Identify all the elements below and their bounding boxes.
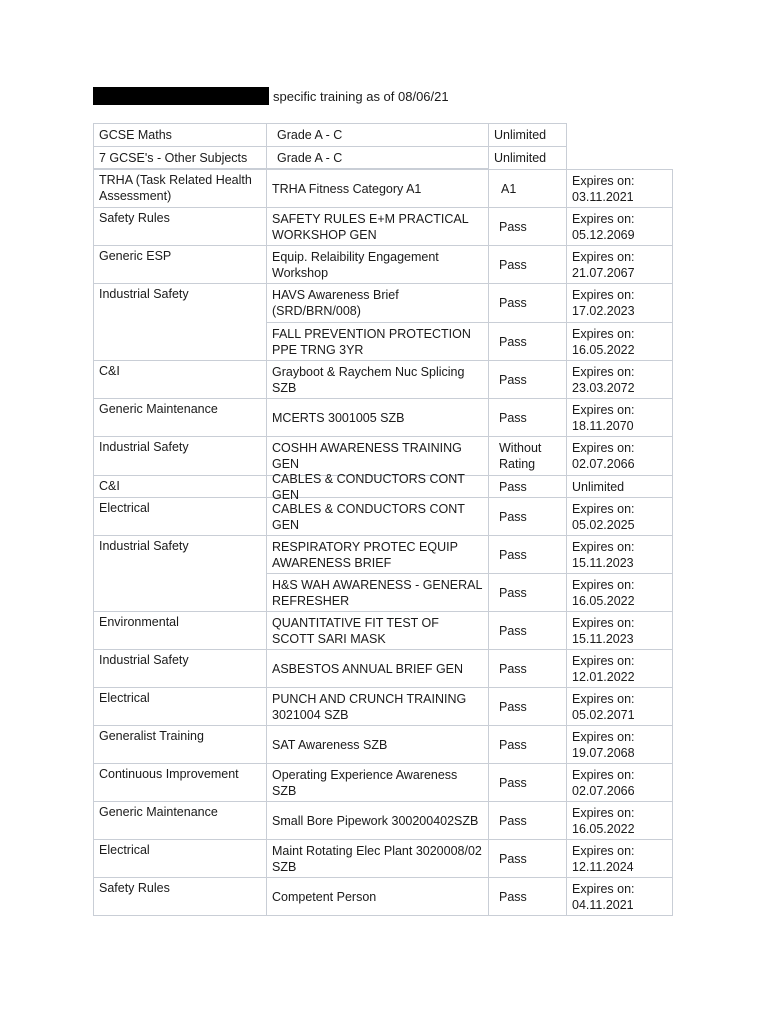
course-cell: Equip. Relaibility Engagement Workshop bbox=[267, 246, 489, 284]
result-cell: Pass bbox=[489, 574, 567, 612]
result-cell: Pass bbox=[489, 498, 567, 536]
expiry-cell: Expires on: 03.11.2021 bbox=[567, 169, 673, 208]
course-cell: HAVS Awareness Brief (SRD/BRN/008) bbox=[267, 284, 489, 323]
expiry-cell: Expires on: 23.03.2072 bbox=[567, 361, 673, 399]
category-cell bbox=[93, 574, 267, 612]
result-cell: Pass bbox=[489, 878, 567, 916]
category-cell: Electrical bbox=[93, 498, 267, 536]
table-row bbox=[93, 399, 673, 437]
category-cell: Generic Maintenance bbox=[93, 399, 267, 437]
course-cell: SAT Awareness SZB bbox=[267, 726, 489, 764]
category-cell: Electrical bbox=[93, 688, 267, 726]
course-cell: Competent Person bbox=[267, 878, 489, 916]
result-cell: Pass bbox=[489, 284, 567, 323]
expiry-cell: Expires on: 17.02.2023 bbox=[567, 284, 673, 323]
result-cell: Pass bbox=[489, 323, 567, 361]
course-cell: ASBESTOS ANNUAL BRIEF GEN bbox=[267, 650, 489, 688]
expiry-cell: Expires on: 21.07.2067 bbox=[567, 246, 673, 284]
category-cell bbox=[93, 323, 267, 361]
expiry-cell: Expires on: 18.11.2070 bbox=[567, 399, 673, 437]
table-row bbox=[93, 650, 673, 688]
result-cell: Pass bbox=[489, 476, 567, 498]
result-cell: Pass bbox=[489, 650, 567, 688]
category-cell: Industrial Safety bbox=[93, 437, 267, 476]
expiry-cell: Expires on: 19.07.2068 bbox=[567, 726, 673, 764]
course-cell: QUANTITATIVE FIT TEST OF SCOTT SARI MASK bbox=[267, 612, 489, 650]
subject-cell: 7 GCSE's - Other Subjects bbox=[93, 147, 267, 169]
table-row bbox=[93, 208, 673, 246]
result-cell: A1 bbox=[489, 169, 567, 208]
result-cell: Pass bbox=[489, 399, 567, 437]
course-cell: Grayboot & Raychem Nuc Splicing SZB bbox=[267, 361, 489, 399]
table-row bbox=[93, 878, 673, 916]
result-cell: Pass bbox=[489, 688, 567, 726]
table-row bbox=[93, 284, 673, 323]
expiry-cell: Expires on: 16.05.2022 bbox=[567, 323, 673, 361]
category-cell: Electrical bbox=[93, 840, 267, 878]
expiry-cell: Expires on: 05.02.2071 bbox=[567, 688, 673, 726]
table-row bbox=[93, 574, 673, 612]
result-cell: Pass bbox=[489, 612, 567, 650]
validity-cell: Unlimited bbox=[489, 147, 567, 169]
expiry-cell: Expires on: 15.11.2023 bbox=[567, 612, 673, 650]
result-cell: Pass bbox=[489, 726, 567, 764]
result-cell: Pass bbox=[489, 536, 567, 574]
category-cell: TRHA (Task Related Health Assessment) bbox=[93, 169, 267, 208]
category-cell: Safety Rules bbox=[93, 878, 267, 916]
table-row bbox=[93, 123, 567, 147]
course-cell: PUNCH AND CRUNCH TRAINING 3021004 SZB bbox=[267, 688, 489, 726]
table-row bbox=[93, 802, 673, 840]
expiry-cell: Expires on: 15.11.2023 bbox=[567, 536, 673, 574]
heading-text: specific training as of 08/06/21 bbox=[273, 88, 449, 104]
table-row bbox=[93, 726, 673, 764]
category-cell: Generic Maintenance bbox=[93, 802, 267, 840]
document-heading bbox=[93, 87, 449, 105]
expiry-cell: Expires on: 12.01.2022 bbox=[567, 650, 673, 688]
category-cell: Industrial Safety bbox=[93, 284, 267, 323]
redaction-bar bbox=[93, 87, 269, 105]
result-cell: Pass bbox=[489, 361, 567, 399]
category-cell: Environmental bbox=[93, 612, 267, 650]
course-cell: CABLES & CONDUCTORS CONT GEN bbox=[267, 476, 489, 498]
category-cell: C&I bbox=[93, 361, 267, 399]
table-row bbox=[93, 840, 673, 878]
table-row bbox=[93, 471, 673, 502]
course-cell: TRHA Fitness Category A1 bbox=[267, 169, 489, 208]
category-cell: Industrial Safety bbox=[93, 536, 267, 574]
category-cell: Generic ESP bbox=[93, 246, 267, 284]
course-cell: H&S WAH AWARENESS - GENERAL REFRESHER bbox=[267, 574, 489, 612]
category-cell: Safety Rules bbox=[93, 208, 267, 246]
table-row bbox=[93, 688, 673, 726]
result-cell: Pass bbox=[489, 802, 567, 840]
table-row bbox=[93, 169, 673, 208]
expiry-cell: Expires on: 04.11.2021 bbox=[567, 878, 673, 916]
category-cell: Generalist Training bbox=[93, 726, 267, 764]
expiry-cell: Expires on: 02.07.2066 bbox=[567, 437, 673, 476]
category-cell: Industrial Safety bbox=[93, 650, 267, 688]
grade-cell: Grade A - C bbox=[267, 147, 489, 169]
course-cell: SAFETY RULES E+M PRACTICAL WORKSHOP GEN bbox=[267, 208, 489, 246]
table-row bbox=[93, 498, 673, 536]
table-row bbox=[93, 536, 673, 574]
result-cell: Pass bbox=[489, 208, 567, 246]
course-cell: MCERTS 3001005 SZB bbox=[267, 399, 489, 437]
category-cell: Continuous Improvement bbox=[93, 764, 267, 802]
category-cell: C&I bbox=[93, 476, 267, 498]
result-cell: Pass bbox=[489, 764, 567, 802]
course-cell: Small Bore Pipework 300200402SZB bbox=[267, 802, 489, 840]
table-row bbox=[93, 147, 567, 169]
expiry-cell: Expires on: 16.05.2022 bbox=[567, 574, 673, 612]
subject-cell: GCSE Maths bbox=[93, 123, 267, 147]
table-row bbox=[93, 361, 673, 399]
expiry-cell: Expires on: 02.07.2066 bbox=[567, 764, 673, 802]
course-cell: Operating Experience Awareness SZB bbox=[267, 764, 489, 802]
expiry-cell: Unlimited bbox=[567, 476, 673, 498]
table-row bbox=[93, 612, 673, 650]
expiry-cell: Expires on: 05.12.2069 bbox=[567, 208, 673, 246]
course-cell: RESPIRATORY PROTEC EQUIP AWARENESS BRIEF bbox=[267, 536, 489, 574]
validity-cell: Unlimited bbox=[489, 123, 567, 147]
result-cell: Pass bbox=[489, 840, 567, 878]
course-cell: COSHH AWARENESS TRAINING GEN bbox=[267, 437, 489, 476]
expiry-cell: Expires on: 05.02.2025 bbox=[567, 498, 673, 536]
result-cell: Pass bbox=[489, 246, 567, 284]
grade-cell: Grade A - C bbox=[267, 123, 489, 147]
course-cell: Maint Rotating Elec Plant 3020008/02 SZB bbox=[267, 840, 489, 878]
table-row bbox=[93, 323, 673, 361]
expiry-cell: Expires on: 12.11.2024 bbox=[567, 840, 673, 878]
result-cell: Without Rating bbox=[489, 437, 567, 476]
course-cell: FALL PREVENTION PROTECTION PPE TRNG 3YR bbox=[267, 323, 489, 361]
table-row bbox=[93, 246, 673, 284]
course-cell: CABLES & CONDUCTORS CONT GEN bbox=[267, 498, 489, 536]
table-row bbox=[93, 764, 673, 802]
expiry-cell: Expires on: 16.05.2022 bbox=[567, 802, 673, 840]
